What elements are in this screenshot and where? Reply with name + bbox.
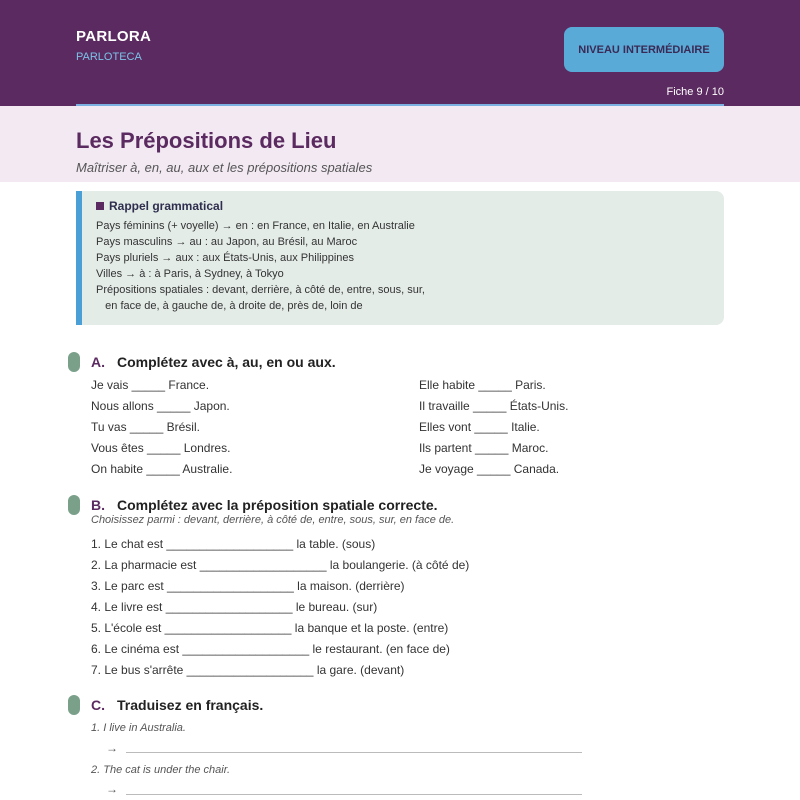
exercise-b-item: 5. L'école est ___________________ la banque et la poste. (entre) [91, 621, 449, 635]
exercise-a-item: Elle habite _____ Paris. [419, 378, 546, 392]
page-header [0, 0, 800, 106]
exercise-b-item: 1. Le chat est ___________________ la table. (sous) [91, 537, 376, 551]
exercise-a-item: Vous êtes _____ Londres. [91, 441, 231, 455]
exercise-a-item: Ils partent _____ Maroc. [419, 441, 549, 455]
translation-prompt: 2. The cat is under the chair. [91, 764, 230, 776]
section-c-letter: C. [91, 697, 105, 713]
arrow-right-icon: → [106, 782, 118, 796]
page-title: Les Prépositions de Lieu [76, 128, 337, 153]
exercise-b-item: 4. Le livre est ___________________ le bureau. (sur) [91, 600, 378, 614]
exercise-b-item: 3. Le parc est ___________________ la maison. (derrière) [91, 579, 405, 593]
page-counter: Fiche 9 / 10 [666, 86, 724, 98]
brand-subtitle: PARLOTECA [76, 51, 142, 63]
brand-name: PARLORA [76, 28, 152, 45]
exercise-a-item: Nous allons _____ Japon. [91, 399, 230, 413]
exercise-b-item: 7. Le bus s'arrête ___________________ la gare. (devant) [91, 663, 405, 677]
exercise-a-item: Je voyage _____ Canada. [419, 462, 560, 476]
answer-line[interactable] [126, 752, 582, 753]
grammar-rule: en face de, à gauche de, à droite de, près de, loin de [96, 300, 363, 312]
section-a-letter: A. [91, 354, 105, 370]
grammar-rule: Pays masculins → au : au Japon, au Brésil, au Maroc [96, 236, 358, 248]
exercise-a-item: Il travaille _____ États-Unis. [419, 399, 569, 413]
section-a-marker [68, 352, 80, 372]
section-b-title: Complétez avec la préposition spatiale correcte. [117, 497, 438, 513]
exercise-a-item: Tu vas _____ Brésil. [91, 420, 200, 434]
grammar-rule: Villes → à : à Paris, à Sydney, à Tokyo [96, 268, 284, 280]
arrow-right-icon: → [106, 741, 118, 755]
grammar-reminder-heading [96, 199, 724, 213]
exercise-a-item: On habite _____ Australie. [91, 462, 233, 476]
exercise-a-item: Elles vont _____ Italie. [419, 420, 540, 434]
section-b-marker [68, 495, 80, 515]
grammar-rule: Prépositions spatiales : devant, derrière, à côté de, entre, sous, sur, [96, 284, 425, 296]
section-c-marker [68, 695, 80, 715]
section-a-title: Complétez avec à, au, en ou aux. [117, 354, 336, 370]
grammar-rule: Pays féminins (+ voyelle) → en : en France, en Italie, en Australie [96, 220, 415, 232]
answer-line[interactable] [126, 794, 582, 795]
grammar-reminder-title: Rappel grammatical [109, 199, 224, 213]
grammar-reminder-box [76, 191, 724, 325]
square-bullet-icon [96, 202, 104, 210]
section-b-hint: Choisissez parmi : devant, derrière, à côté de, entre, sous, sur, en face de. [91, 514, 455, 526]
section-b-letter: B. [91, 497, 105, 513]
exercise-b-item: 2. La pharmacie est ___________________ la boulangerie. (à côté de) [91, 558, 470, 572]
exercise-a-item: Je vais _____ France. [91, 378, 210, 392]
page-subtitle: Maîtriser à, en, au, aux et les prépositions spatiales [76, 160, 373, 175]
section-c-title: Traduisez en français. [117, 697, 264, 713]
exercise-b-item: 6. Le cinéma est ___________________ le restaurant. (en face de) [91, 642, 450, 656]
level-badge: NIVEAU INTERMÉDIAIRE [564, 27, 724, 72]
translation-prompt: 1. I live in Australia. [91, 722, 186, 734]
grammar-rule: Pays pluriels → aux : aux États-Unis, aux Philippines [96, 252, 355, 264]
